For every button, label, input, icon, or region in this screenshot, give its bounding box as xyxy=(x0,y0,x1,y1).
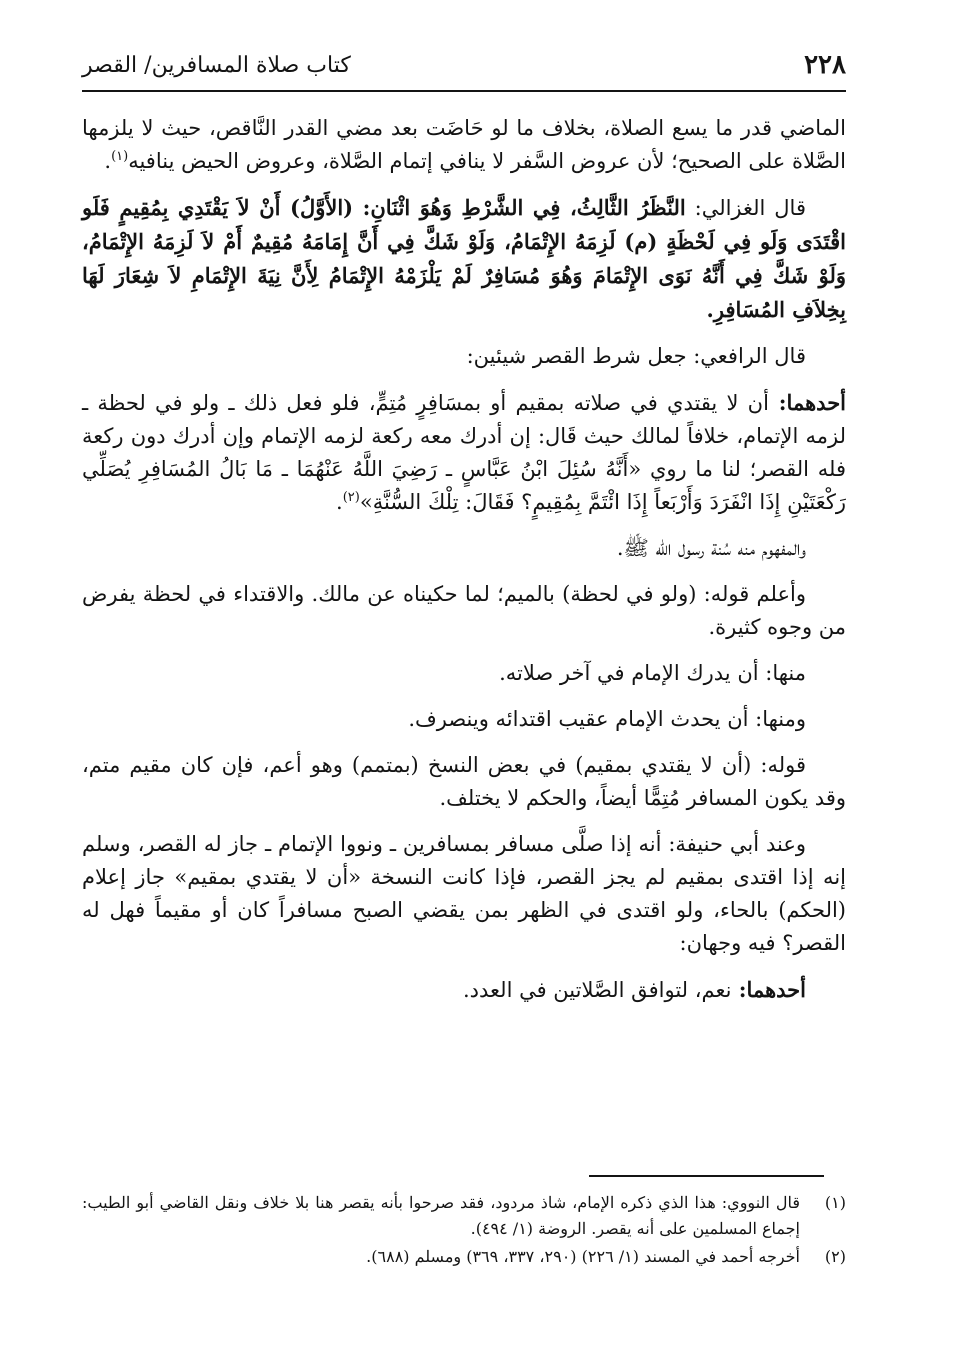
paragraph-case-2: ومنها: أن يحدث الإمام عقيب اقتدائه وينصرف. xyxy=(408,707,806,731)
lead-word: أحدهما: xyxy=(731,977,806,1002)
matn-text: النَّظَرُ الثَّالِثُ، فِي الشَّرْطِ وَهُوَ اثْنَانِ: (الأَوَّلُ) أَنْ لاَ يَقْتَدِي بِمُقِيمٍ فَلَو اقْتَدَى وَلَو فِي لَحْظَةٍ (م) لَزِمَهُ الإِتْمَامُ، وَلَوْ شَكَّ فِي أَنَّ إِمَامَهُ مُقِيمٌ أَمْ لاَ لَزِمَهُ الإِتْمَامُ، وَلَوْ شَكَّ فِي أَنَّهُ نَوَى الإِتْمَامَ وَهُوَ مُسَافِرٌ لَمْ يَلْزَمْهُ الإِتْمَامُ لِأَنَّ نِيَةَ الإِتْمَامِ لاَ شِعَارَ لَهَا بِخِلاَفِ المُسَافِرِ. xyxy=(82,195,846,322)
page-number: ٢٢٨ xyxy=(804,50,846,80)
page-header xyxy=(82,44,846,86)
paragraph-abu-hanifa: وعند أبي حنيفة: أنه إذا صلَّى مسافر بمسافرين ـ ونووا الإتمام ـ جاز له القصر، وسلم إنه إذا اقتدى بمقيم لم يجز القصر، فإذا كانت النسخة «أن لا يقتدي بمقيم» جاز إعلام (الحكم) بالحاء، ولو اقتدى في الظهر بمن يقضي الصبح مسافراً كان أو مقيماً فهل له القصر؟ فيه وجهان: xyxy=(82,832,846,955)
footnote-text: أخرجه أحمد في المسند (١/ ٢٢٦) (٢٩٠، ٣٣٧، ٣٦٩) ومسلم (٦٨٨). xyxy=(366,1247,800,1266)
running-title: كتاب صلاة المسافرين/ القصر xyxy=(82,53,351,78)
footnote-2 xyxy=(82,1244,846,1270)
speaker-label: قال الغزالي: xyxy=(685,196,806,220)
paragraph-first-view xyxy=(82,973,846,1007)
paragraph-case-1: منها: أن يدرك الإمام في آخر صلاته. xyxy=(499,661,806,685)
footnote-number: (٢) xyxy=(824,1247,846,1266)
footnote-ref-1: (١) xyxy=(111,149,129,164)
footnote-number: (١) xyxy=(824,1193,846,1212)
paragraph-ghazali xyxy=(82,191,846,327)
header-divider xyxy=(82,90,846,92)
paragraph-text: نعم، لتوافق الصَّلاتين في العدد. xyxy=(462,978,732,1002)
paragraph-version-note: قوله: (أن لا يقتدي بمقيم) في بعض النسخ (بمتمم) وهو أعم، فإن كان مقيم متم، وقد يكون المسافر مُتِمًّا أيضاً، والحكم لا يختلف. xyxy=(82,753,846,810)
paragraph-continuation xyxy=(82,112,846,178)
footnote-divider xyxy=(589,1175,824,1177)
lead-word: أحدهما: xyxy=(768,390,847,415)
paragraph-end: . xyxy=(336,490,343,514)
paragraph-understood: والمفهوم منه سُنة رسول الله ﷺ. xyxy=(616,536,806,560)
footnote-ref-2: (٢) xyxy=(342,490,360,505)
paragraph-end: . xyxy=(104,149,112,173)
footnote-1 xyxy=(82,1190,846,1242)
main-text xyxy=(82,112,846,1020)
footnotes xyxy=(82,1190,846,1272)
paragraph-rafii: قال الرافعي: جعل شرط القصر شيئين: xyxy=(466,344,806,368)
paragraph-text: الماضي قدر ما يسع الصلاة، بخلاف ما لو حَاضَت بعد مضي القدر النَّاقص، حيث لا يلزمها الصَّلاة على الصحيح؛ لأن عروض السَّفر لا ينافي إتمام الصَّلاة، وعروض الحيض ينافيه xyxy=(82,116,847,173)
paragraph-marking: وأعلم قوله: (ولو في لحظة) بالميم؛ لما حكيناه عن مالك. والاقتداء في لحظة يفرض من وجوه كثيرة. xyxy=(82,582,846,639)
paragraph-text: أن لا يقتدي في صلاته بمقيم أو بمسَافِرٍ مُتِمٍّ، فلو فعل ذلك ـ ولو في لحظة ـ لزمه الإتمام، خلافاً لمالك حيث قَال: إن أدرك معه ركعة لزمه الإتمام وإن أدرك دون ركعة فله القصر؛ لنا ما روي «أَنَّهُ سُئِلَ ابْنُ عَبَّاسٍ ـ رَضِيَ اللَّهُ عَنْهُمَا ـ مَا بَالُ المُسَافِرِ يُصَلِّي رَكْعَتَيْنِ إِذَا انْفَرَدَ وَأَرْبَعاً إِذَا ائْتَمَّ بِمُقِيمٍ؟ فَقَالَ: تِلْكَ السُّنَّةِ» xyxy=(82,391,846,514)
footnote-text: قال النووي: هذا الذي ذكره الإمام، شاذ مردود، فقد صرحوا بأنه يقصر هنا بلا خلاف ونقل القاضي أبو الطيب: إجماع المسلمين على أنه يقصر. الروضة (١/ ٤٩٤). xyxy=(82,1193,800,1238)
paragraph-first-condition xyxy=(82,386,846,519)
